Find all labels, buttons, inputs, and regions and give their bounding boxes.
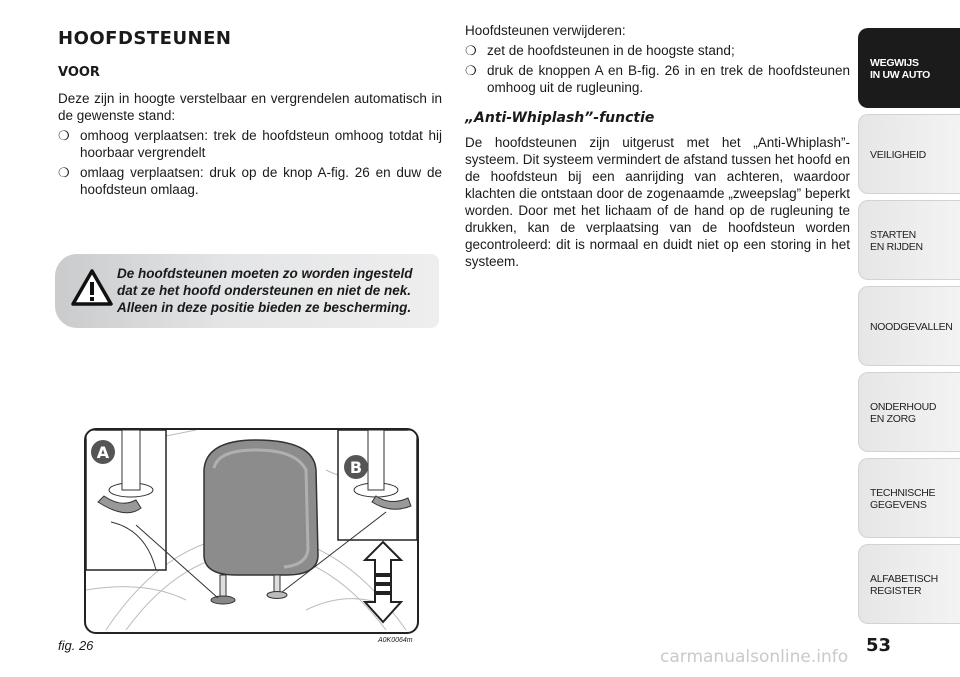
tab-technische[interactable]: TECHNISCHE GEGEVENS xyxy=(858,458,960,538)
bullet-icon: ❍ xyxy=(58,128,70,143)
up-down-arrow-icon xyxy=(365,542,401,622)
label-a: A xyxy=(96,443,110,462)
label-b: B xyxy=(349,458,363,477)
removal-intro: Hoofdsteunen verwijderen: xyxy=(465,23,626,38)
bullet-icon: ❍ xyxy=(58,165,70,180)
list-item: ❍ druk de knoppen A en B-fig. 26 in en trek de hoofdsteunen omhoog uit de rugleuning. xyxy=(465,63,850,95)
figure-code: A0K0064m xyxy=(378,637,413,644)
list-item: ❍ zet de hoofdsteunen in de hoogste stand; xyxy=(465,43,735,58)
left-column xyxy=(58,28,442,198)
warning-text: De hoofdsteunen moeten zo worden ingesteld dat ze het hoofd ondersteunen en niet de nek. Alleen in deze positie bieden ze bescherming. xyxy=(117,266,413,315)
subsection-title: VOOR xyxy=(58,65,100,80)
intro-paragraph: Deze zijn in hoogte verstelbaar en vergrendelen automatisch in de gewenste stand: xyxy=(58,91,442,123)
headrest-figure xyxy=(84,428,419,634)
tab-veiligheid[interactable]: VEILIGHEID xyxy=(858,114,960,194)
watermark: carmanualsonline.info xyxy=(660,647,849,667)
anti-whiplash-title: „Anti-Whiplash”-functie xyxy=(465,110,655,126)
tab-wegwijs[interactable]: WEGWIJS IN UW AUTO xyxy=(858,28,960,108)
right-column xyxy=(465,22,850,270)
section-title: HOOFDSTEUNEN xyxy=(58,28,232,49)
anti-whiplash-text: De hoofdsteunen zijn uitgerust met het „Anti-Whiplash”-systeem. Dit systeem vermindert de afstand tussen het hoofd en de hoofdsteun bij een aanrijding van achteren, waardoor klachten die ontstaan door de zogenaamde „zweepslag” beperkt worden. Door met het lichaam of de hand op de rugleuning te drukken, kan de verplaatsing van de hoofdsteun worden gecontroleerd: dit is normaal en duidt niet op een storing in het systeem. xyxy=(465,135,850,269)
tab-noodgevallen[interactable]: NOODGEVALLEN xyxy=(858,286,960,366)
list-item: ❍ omlaag verplaatsen: druk op de knop A-fig. 26 en duw de hoofdsteun omlaag. xyxy=(58,165,442,197)
warning-triangle-icon xyxy=(71,269,113,307)
headrest-illustration xyxy=(86,430,417,632)
warning-box xyxy=(55,254,439,328)
list-item: ❍ omhoog verplaatsen: trek de hoofdsteun omhoog totdat hij hoorbaar vergrendelt xyxy=(58,128,442,160)
bullet-icon: ❍ xyxy=(465,43,477,58)
tab-alfabetisch[interactable]: ALFABETISCH REGISTER xyxy=(858,544,960,624)
page-number: 53 xyxy=(866,635,892,656)
bullet-icon: ❍ xyxy=(465,63,477,78)
tab-starten[interactable]: STARTEN EN RIJDEN xyxy=(858,200,960,280)
tab-onderhoud[interactable]: ONDERHOUD EN ZORG xyxy=(858,372,960,452)
figure-caption: fig. 26 xyxy=(58,638,94,653)
